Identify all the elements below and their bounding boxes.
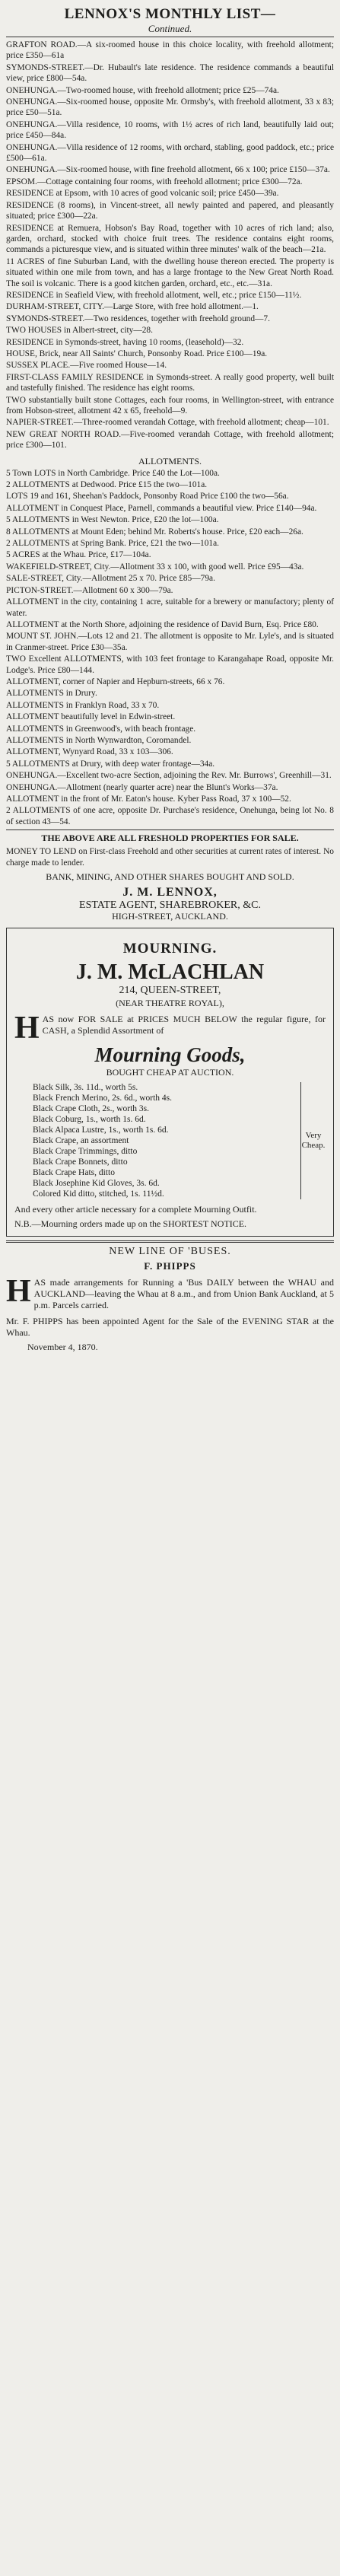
listing-item: FIRST-CLASS FAMILY RESIDENCE in Symonds-street. A really good property, well built and tastefully finished. The residence has eight rooms. bbox=[6, 372, 334, 393]
allotment-item: ALLOTMENT in the city, containing 1 acre, suitable for a brewery or manufactory; plenty of water. bbox=[6, 597, 334, 618]
allotment-item: ALLOTMENT in Conquest Place, Parnell, commands a beautiful view. Price £140—94a. bbox=[6, 503, 317, 513]
newspaper-page bbox=[6, 0, 334, 1353]
allotment-item: 2 ALLOTMENTS at Spring Bank. Price, £21 the two—101a. bbox=[6, 539, 219, 549]
divider bbox=[6, 829, 334, 830]
bus-operator: F. PHIPPS bbox=[144, 1260, 196, 1272]
listing-item: TWO HOUSES in Albert-street, city—28. bbox=[6, 326, 153, 336]
very-cheap-label: Very Cheap. bbox=[300, 1082, 326, 1199]
bus-date: November 4, 1870. bbox=[27, 1342, 98, 1353]
mourning-ad bbox=[6, 928, 334, 1237]
allotment-item: MOUNT ST. JOHN.—Lots 12 and 21. The allotment is opposite to Mr. Lyle's, and is situated in Cranmer-street. Price £30—35a. bbox=[6, 632, 334, 652]
allotment-item: LOTS 19 and 161, Sheehan's Paddock, Ponsonby Road Price £100 the two—56a. bbox=[6, 492, 289, 502]
listing-item: NAPIER-STREET.—Three-roomed verandah Cottage, with freehold allotment; cheap—101. bbox=[6, 418, 329, 428]
mourning-near: (NEAR THEATRE ROYAL), bbox=[116, 998, 224, 1009]
allotment-item: SALE-STREET, City.—Allotment 25 x 70. Price £85—79a. bbox=[6, 574, 215, 584]
agent-name: J. M. LENNOX, bbox=[122, 886, 218, 900]
allotment-item: PICTON-STREET.—Allotment 60 x 300—79a. bbox=[6, 585, 173, 595]
allotment-item: TWO Excellent ALLOTMENTS, with 103 feet frontage to Karangahape Road, opposite Mr. Lodge's. Price £80—144. bbox=[6, 654, 334, 675]
allotment-item: 2 ALLOTMENTS at Dedwood. Price £15 the two—101a. bbox=[6, 480, 208, 490]
listing-item: RESIDENCE in Symonds-street, having 10 rooms, (leasehold)—32. bbox=[6, 337, 244, 347]
listing-item: ONEHUNGA.—Six-roomed house, opposite Mr. Ormsby's, with freehold allotment, 33 x 83; price £50—51a. bbox=[6, 97, 334, 118]
listing-item: ONEHUNGA.—Villa residence, 10 rooms, with 1½ acres of rich land, beautifully laid out; price £450—84a. bbox=[6, 119, 334, 141]
mourning-complete: And every other article necessary for a complete Mourning Outfit. bbox=[14, 1204, 257, 1215]
mourning-item: Black Crape Bonnets, ditto bbox=[33, 1157, 128, 1167]
allotment-item: 8 ALLOTMENTS at Mount Eden; behind Mr. Roberts's house. Price, £20 each—26a. bbox=[6, 527, 303, 537]
listing-item: ONEHUNGA.—Villa residence of 12 rooms, with orchard, stabling, good paddock, etc.; price £500—61a. bbox=[6, 142, 334, 164]
listing-item: RESIDENCE at Remuera, Hobson's Bay Road, together with 10 acres of rich land; also, garden, orchard, stocked with choice fruit trees. The residence contains eight rooms, commands a picturesque view, and is situated within three minutes' walk of the beach—21a. bbox=[6, 223, 334, 255]
mourning-item: Black Crape, an assortment bbox=[33, 1136, 129, 1146]
agent-title: ESTATE AGENT, SHAREBROKER, &C. bbox=[79, 900, 261, 912]
listing-item: NEW GREAT NORTH ROAD.—Five-roomed verandah Cottage, with freehold allotment; price £300—101. bbox=[6, 429, 334, 451]
listing-item: DURHAM-STREET, CITY.—Large Store, with free hold allotment.—1. bbox=[6, 302, 259, 312]
bus-agent-note: Mr. F. PHIPPS has been appointed Agent for the Sale of the EVENING STAR at the Whau. bbox=[6, 1316, 334, 1339]
allotment-item: ALLOTMENTS in Drury. bbox=[6, 689, 97, 699]
mourning-item: Black Josephine Kid Gloves, 3s. 6d. bbox=[33, 1179, 160, 1189]
allotment-item: ALLOTMENT beautifully level in Edwin-street. bbox=[6, 712, 176, 722]
bus-notice bbox=[6, 1274, 334, 1311]
bus-dropcap: H bbox=[6, 1274, 31, 1310]
mourning-item: Colored Kid ditto, stitched, 1s. 11½d. bbox=[33, 1189, 164, 1199]
allotment-item: ONEHUNGA.—Allotment (nearly quarter acre) near the Blunt's Works—37a. bbox=[6, 782, 278, 792]
allotment-item: 5 ACRES at the Whau. Price, £17—104a. bbox=[6, 550, 151, 560]
allotment-item: WAKEFIELD-STREET, City.—Allotment 33 x 100, with good well. Price £95—43a. bbox=[6, 562, 304, 572]
mourning-item: Black Crape Trimmings, ditto bbox=[33, 1147, 138, 1157]
listing-item: ONEHUNGA.—Two-roomed house, with freehold allotment; price £25—74a. bbox=[6, 85, 279, 95]
mourning-dropcap: H bbox=[14, 1011, 40, 1046]
listing-item: SYMONDS-STREET.—Dr. Hubault's late residence. The residence commands a beautiful view, price £800—54a. bbox=[6, 62, 334, 84]
bus-text: AS made arrangements for Running a 'Bus DAILY between the WHAU and AUCKLAND—leaving the Whau at 8 a.m., and from Union Bank Auckland, at 5 p.m. Parcels carried. bbox=[33, 1277, 334, 1311]
mourning-item: Black French Merino, 2s. 6d., worth 4s. bbox=[33, 1094, 173, 1103]
listing-item: RESIDENCE (8 rooms), in Vincent-street, all newly painted and papered, and pleasantly situated; price £300—22a. bbox=[6, 200, 334, 221]
mourning-goods: Mourning Goods, bbox=[94, 1043, 246, 1067]
allotment-item: ALLOTMENTS in North Wynwardton, Coromandel. bbox=[6, 735, 192, 745]
allotment-item: ALLOTMENT at the North Shore, adjoining the residence of David Burn, Esq. Price £80. bbox=[6, 619, 319, 629]
allotment-item: ALLOTMENT in the front of Mr. Eaton's house. Kyber Pass Road, 37 x 100—52. bbox=[6, 794, 291, 804]
allotment-item: ALLOTMENT, Wynyard Road, 33 x 103—306. bbox=[6, 747, 173, 757]
agent-address: HIGH-STREET, AUCKLAND. bbox=[112, 911, 228, 922]
mourning-item: Black Silk, 3s. 11d., worth 5s. bbox=[33, 1083, 138, 1093]
listing-item: RESIDENCE in Seafield View, with freehold allotment, well, etc.; price £150—11½. bbox=[6, 290, 302, 300]
allotment-item: 5 ALLOTMENTS in West Newton. Price, £20 the lot—100a. bbox=[6, 515, 219, 525]
mourning-street: 214, QUEEN-STREET, bbox=[119, 985, 221, 997]
allotment-item: 5 Town LOTS in North Cambridge. Price £40 the Lot—100a. bbox=[6, 468, 220, 478]
listing-item: ONEHUNGA.—Six-roomed house, with fine freehold allotment, 66 x 100; price £150—37a. bbox=[6, 165, 330, 175]
mourning-item: Black Crape Cloth, 2s., worth 3s. bbox=[33, 1104, 149, 1114]
listing-item: GRAFTON ROAD.—A six-roomed house in this choice locality, with freehold allotment; price £350—61a bbox=[6, 40, 334, 61]
listing-item: EPSOM.—Cottage containing four rooms, with freehold allotment; price £300—72a. bbox=[6, 177, 303, 186]
mourning-intro-text: AS now FOR SALE at PRICES MUCH BELOW the regular figure, for CASH, a Splendid Assortment of bbox=[42, 1014, 326, 1036]
listing-item: RESIDENCE at Epsom, with 10 acres of good volcanic soil; price £450—39a. bbox=[6, 189, 279, 199]
listing-item: SUSSEX PLACE.—Five roomed House—14. bbox=[6, 361, 167, 371]
list-subtitle: Continued. bbox=[148, 23, 192, 34]
mourning-nb: N.B.—Mourning orders made up on the SHORTEST NOTICE. bbox=[14, 1218, 247, 1230]
listing-item: TWO substantially built stone Cottages, each four rooms, in Wellington-street, with entrance from Hobson-street, allotment 42 x 65, freehold—9. bbox=[6, 395, 334, 416]
allotment-item: ALLOTMENT, corner of Napier and Hepburn-streets, 66 x 76. bbox=[6, 677, 225, 686]
mourning-item: Black Alpaca Lustre, 1s., worth 1s. 6d. bbox=[33, 1126, 169, 1135]
freehold-notice: THE ABOVE ARE ALL FRESHOLD PROPERTIES FOR SALE. bbox=[41, 833, 299, 844]
mourning-item: Black Coburg, 1s., worth 1s. 6d. bbox=[33, 1115, 146, 1125]
divider bbox=[6, 1240, 334, 1243]
mourning-price-list bbox=[14, 1082, 326, 1199]
mourning-heading: MOURNING. bbox=[122, 941, 218, 957]
money-note: MONEY TO LEND on First-class Freehold and other securities at current rates of interest. No charge made to lender. bbox=[6, 847, 334, 868]
allotment-item: ALLOTMENTS in Franklyn Road, 33 x 70. bbox=[6, 700, 160, 710]
mourning-bought: BOUGHT CHEAP AT AUCTION. bbox=[106, 1067, 234, 1078]
listing-item: SYMONDS-STREET.—Two residences, together with freehold ground—7. bbox=[6, 314, 270, 323]
allotment-item: ALLOTMENTS in Greenwood's, with beach frontage. bbox=[6, 724, 196, 734]
allotment-item: ONEHUNGA.—Excellent two-acre Section, adjoining the Rev. Mr. Burrows', Greenhill—31. bbox=[6, 771, 332, 781]
mourning-items bbox=[14, 1082, 296, 1199]
bus-heading: NEW LINE OF 'BUSES. bbox=[109, 1246, 231, 1258]
allotment-item: 2 ALLOTMENTS of one acre, opposite Dr. Purchase's residence, Onehunga, being lot No. 8 of section 43—54. bbox=[6, 806, 334, 826]
listing-item: 11 ACRES of fine Suburban Land, with the dwelling house thereon erected. The property is situated within one mile from town, and has a large frontage to the New Great North Road. The soil is volcanic. There is a good kitchen garden, orchard, etc., etc.—31a. bbox=[6, 256, 334, 288]
mourning-item: Black Crape Hats, ditto bbox=[33, 1168, 115, 1178]
listing-item: HOUSE, Brick, near All Saints' Church, Ponsonby Road. Price £100—19a. bbox=[6, 349, 268, 358]
list-title: LENNOX'S MONTHLY LIST— bbox=[64, 6, 276, 22]
property-listings bbox=[6, 40, 334, 451]
allotments-heading: ALLOTMENTS. bbox=[138, 455, 202, 466]
mourning-intro bbox=[14, 1011, 326, 1046]
allotment-item: 5 ALLOTMENTS at Drury, with deep water frontage—34a. bbox=[6, 759, 215, 769]
mourning-merchant: J. M. McLACHLAN bbox=[75, 960, 265, 985]
shares-note: BANK, MINING, AND OTHER SHARES BOUGHT AND SOLD. bbox=[46, 871, 294, 883]
allotment-listings bbox=[6, 468, 334, 828]
